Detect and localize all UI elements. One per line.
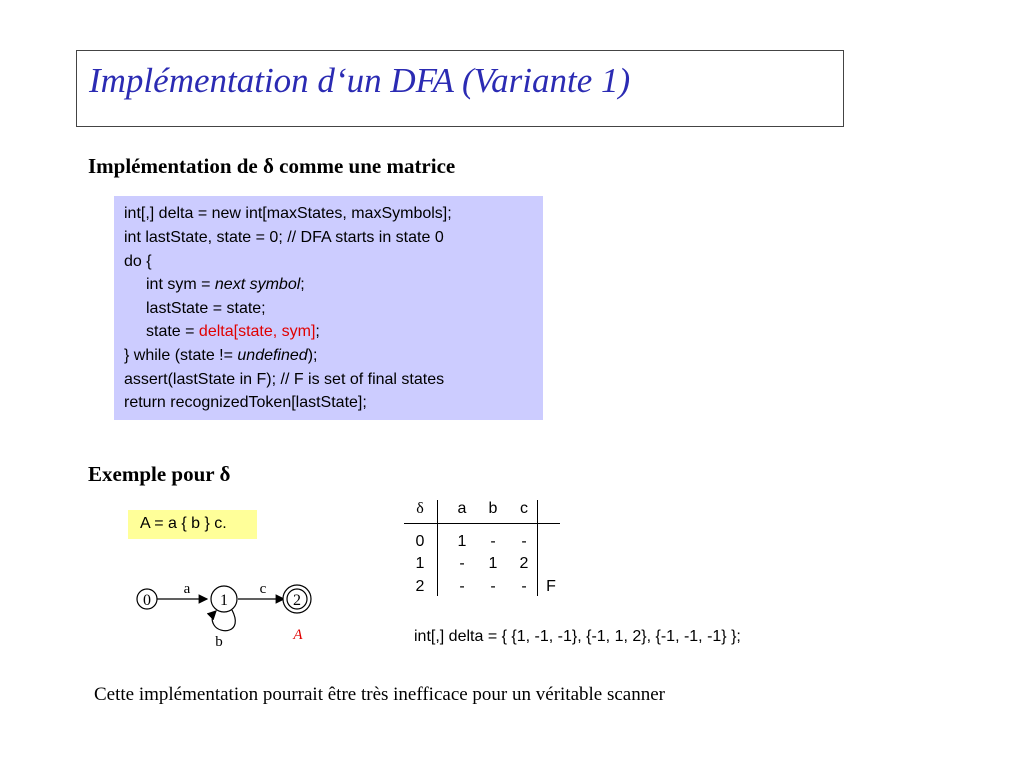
- table-header-c: c: [520, 500, 528, 517]
- regex-text: A = a { b } c.: [140, 515, 227, 532]
- edge-a-label: a: [183, 581, 191, 597]
- code-line-5: lastState = state;: [146, 300, 266, 317]
- code-line-4-post: ;: [300, 276, 305, 293]
- code-line-6: [146, 322, 320, 342]
- code-line-4-italic: next symbol: [214, 276, 301, 293]
- code-line-4-pre: int sym =: [146, 276, 215, 293]
- table-header-a: a: [457, 500, 467, 517]
- code-line-3: do {: [124, 253, 152, 270]
- code-line-2: int lastState, state = 0; // DFA starts in state 0: [124, 229, 444, 246]
- table-row-2-c: -: [521, 578, 527, 595]
- state-0-label: 0: [143, 592, 151, 609]
- delta-initializer: int[,] delta = { {1, -1, -1}, {-1, 1, 2}, {-1, -1, -1} };: [414, 628, 741, 645]
- edge-loop-1: [212, 610, 235, 631]
- dfa-diagram: [120, 575, 360, 655]
- edge-b-label: b: [215, 634, 223, 650]
- table-divider-final: [537, 500, 538, 596]
- code-line-9: return recognizedToken[lastState];: [124, 394, 367, 411]
- table-header-b: b: [488, 500, 498, 517]
- table-divider-horizontal: [404, 523, 560, 524]
- code-line-7: [124, 346, 317, 366]
- code-line-6-highlight: delta[state, sym]: [198, 323, 316, 340]
- accept-token-label: A: [293, 627, 303, 643]
- code-line-4: [146, 275, 305, 295]
- table-row-2-b: -: [490, 578, 496, 595]
- title-box: [76, 50, 844, 127]
- footer-note: Cette implémentation pourrait être très inefficace pour un véritable scanner: [94, 684, 665, 705]
- slide-title: Implémentation d‘un DFA (Variante 1): [89, 61, 631, 100]
- code-line-7-post: );: [307, 347, 318, 364]
- code-line-7-italic: undefined: [237, 347, 308, 364]
- code-line-6-post: ;: [315, 323, 320, 340]
- code-block: [114, 196, 543, 420]
- table-row-0-state: 0: [415, 533, 425, 550]
- transition-table: [404, 498, 564, 602]
- table-row-1-c: 2: [519, 555, 529, 572]
- edge-c-label: c: [259, 581, 267, 597]
- table-divider-vertical: [437, 500, 438, 596]
- table-row-1-state: 1: [415, 555, 425, 572]
- heading-example: Exemple pour δ: [88, 462, 231, 486]
- table-row-1-b: 1: [488, 555, 498, 572]
- table-corner-delta: δ: [416, 500, 424, 517]
- code-line-1: int[,] delta = new int[maxStates, maxSymbols];: [124, 205, 452, 222]
- code-line-7-pre: } while (state !=: [124, 347, 238, 364]
- table-row-2-a: -: [459, 578, 465, 595]
- table-row-2-final-marker: F: [546, 578, 556, 595]
- regex-box: [128, 510, 257, 539]
- table-row-0-c: -: [521, 533, 527, 550]
- table-row-0-a: 1: [457, 533, 467, 550]
- table-row-0-b: -: [490, 533, 496, 550]
- code-line-8: assert(lastState in F); // F is set of final states: [124, 371, 445, 388]
- table-row-1-a: -: [459, 555, 465, 572]
- heading-matrix: Implémentation de δ comme une matrice: [88, 154, 456, 178]
- state-2-label: 2: [293, 592, 301, 609]
- state-1-label: 1: [220, 592, 228, 609]
- table-row-2-state: 2: [415, 578, 425, 595]
- code-line-6-pre: state =: [146, 323, 199, 340]
